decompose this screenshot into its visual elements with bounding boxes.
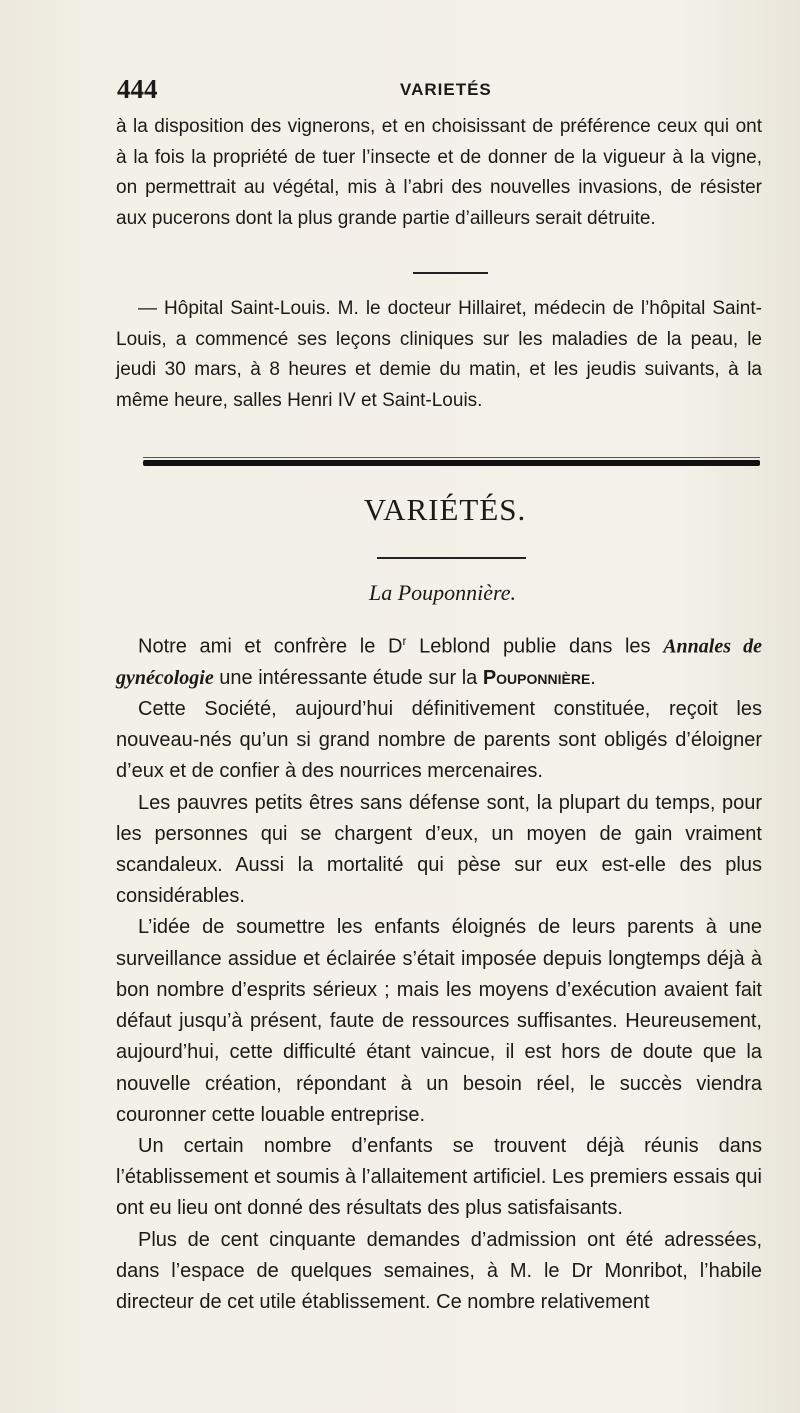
hospital-notice [116,294,762,416]
article-subtitle: La Pouponnière. [368,580,517,605]
running-title: VARIETÉS [400,80,492,99]
title-divider [377,557,526,559]
article-paragraph-2: Cette Société, aujourd’hui définitivement constituée, reçoit les nouveau-nés qu’un si grand nombre de parents sont obligés d’éloigner d’eux et de confier à des nourrices mercenaires. [116,698,762,783]
institution-name: Pouponnière [482,666,591,689]
section-divider-thick [143,460,760,466]
article-paragraph-6: Plus de cent cinquante demandes d’admission ont été adressées, dans l’espace de quelques semaines, à M. le Dr Monribot, l’habile directeur de cet utile établissement. Ce nombre relativement [116,1228,762,1313]
page-header [117,74,757,106]
notice-text: — Hôpital Saint-Louis. M. le docteur Hillairet, médecin de l’hôpital Saint-Louis, a commencé ses leçons cliniques sur les maladies de la peau, le jeudi 30 mars, à 8 heures et demie du matin, et les jeudis suivants, à la même heure, salles Henri IV et Saint-Louis. [116,298,762,411]
page-number: 444 [117,74,158,104]
article-paragraph-1: Notre ami et confrère le $D^r$ Leblond publie dans les Annales de gynécologie une intéressante étude sur la Pouponnière. [116,634,762,689]
intro-paragraph [116,112,762,234]
section-divider-thin [143,457,760,458]
journal-title: Annales de gynécologie [116,635,762,689]
article-paragraph-4: L’idée de soumettre les enfants éloignés de leurs parents à une surveillance assidue et éclairée s’était imposée depuis longtemps déjà à bon nombre d’esprits sérieux ; mais les moyens d’exécution avaient fait défaut jusqu’à présent, faute de ressources suffisantes. Heureusement, aujourd’hui, cette difficulté étant vaincue, il est hors de doute que la nouvelle création, répondant à un besoin réel, le succès viendra couronner cette louable entreprise. [116,916,762,1126]
article-paragraph-3: Les pauvres petits êtres sans défense sont, la plupart du temps, pour les personnes qui se chargent d’eux, un moyen de gain vraiment scandaleux. Aussi la mortalité qui pèse sur eux est-elle des plus considérables. [116,791,762,908]
short-divider [413,272,488,274]
article-paragraph-5: Un certain nombre d’enfants se trouvent déjà réunis dans l’établissement et soumis à l’allaitement artificiel. Les premiers essais qui ont eu lieu ont donné des résultats des plus satisfaisants. [116,1134,762,1220]
intro-text: à la disposition des vignerons, et en choisissant de préférence ceux qui ont à la fois la propriété de tuer l’insecte et de donner de la vigueur à la vigne, on permettrait au végétal, mis à l’abri des nouvelles invasions, de résister aux pucerons dont la plus grande partie d’ailleurs serait détruite. [116,116,762,229]
article-body [116,626,762,1318]
section-title: VARIÉTÉS. [363,492,527,527]
